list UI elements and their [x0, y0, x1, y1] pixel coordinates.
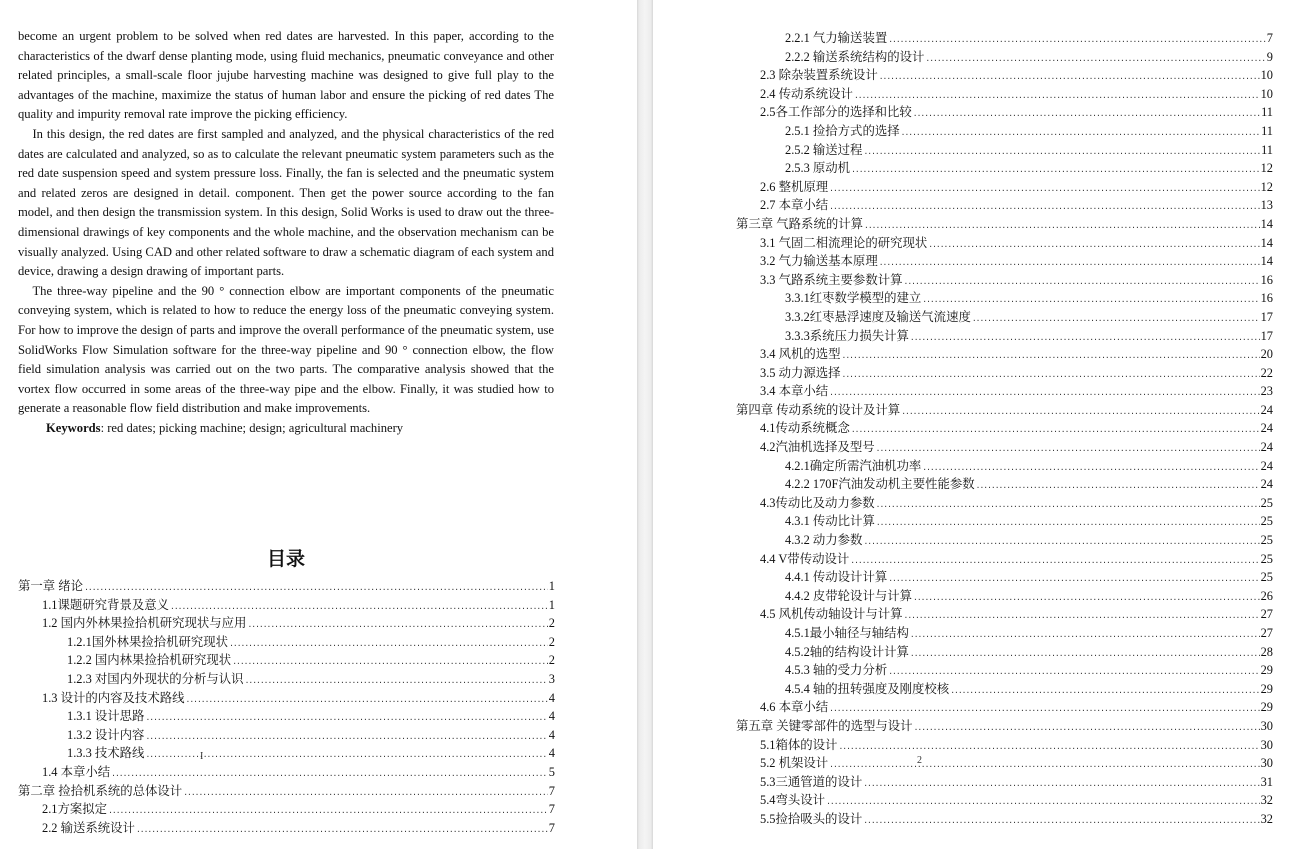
toc-dot-leader: [863, 812, 1259, 831]
toc-entry[interactable]: [736, 587, 1273, 606]
toc-entry[interactable]: [736, 401, 1273, 420]
toc-entry-page: 2: [548, 616, 555, 631]
toc-entry[interactable]: [18, 800, 555, 819]
toc-dot-leader: [826, 793, 1260, 812]
toc-entry[interactable]: [18, 782, 555, 801]
toc-entry[interactable]: [736, 48, 1273, 67]
toc-entry[interactable]: [736, 215, 1273, 234]
toc-entry-title: 4.2.2 170F汽油发动机主要性能参数: [785, 477, 975, 492]
toc-entry[interactable]: [736, 624, 1273, 643]
toc-entry[interactable]: [736, 810, 1273, 829]
toc-entry-page: 30: [1260, 756, 1273, 771]
toc-left-column: [18, 577, 555, 837]
page-number-left: I: [200, 751, 204, 762]
toc-dot-leader: [922, 291, 1259, 310]
toc-entry[interactable]: [736, 29, 1273, 48]
toc-dot-leader: [904, 273, 1260, 292]
toc-dot-leader: [186, 691, 548, 710]
toc-entry-title: 2.2.2 输送系统结构的设计: [785, 49, 925, 64]
toc-entry-title: 1.2.3 对国内外现状的分析与认识: [67, 671, 244, 686]
abstract-paragraph-1: become an urgent problem to be solved when red dates are harvested. In this paper, according to the characteristics of the dwarf dense planting mode, using fluid mechanics, pneumatic conveyance and other related principles, a small-scale floor jujube harvesting machine was designed to give full play to the advantages of the machine, maximize the status of human labor and ensure the picking of red dates The quality and impurity removal rate improve the picking efficiency.: [18, 29, 554, 122]
toc-dot-leader: [879, 254, 1260, 273]
toc-entry-page: 4: [548, 746, 555, 761]
toc-entry-page: 17: [1260, 328, 1273, 343]
toc-entry-title: 3.3.2红枣悬浮速度及输送气流速度: [785, 309, 971, 324]
toc-entry-page: 7: [1266, 31, 1273, 45]
toc-entry-title: 1.4 本章小结: [42, 764, 111, 779]
toc-entry-page: 24: [1260, 421, 1273, 436]
toc-entry-page: 23: [1260, 384, 1273, 399]
toc-dot-leader: [232, 653, 548, 672]
toc-entry-page: 5: [548, 764, 555, 779]
toc-dot-leader: [910, 626, 1260, 645]
toc-entry-page: 1: [548, 579, 555, 593]
toc-entry[interactable]: [18, 614, 555, 633]
toc-dot-leader: [851, 161, 1260, 180]
toc-entry-page: 29: [1260, 681, 1273, 696]
toc-entry-page: 12: [1260, 179, 1273, 194]
toc-entry-title: 5.5捡拾吸头的设计: [760, 811, 863, 826]
toc-dot-leader: [928, 236, 1259, 255]
toc-entry-title: 4.2汽油机选择及型号: [760, 440, 875, 455]
toc-entry[interactable]: [18, 689, 555, 708]
keywords-label: Keywords: [46, 420, 101, 435]
toc-entry-title: 4.3传动比及动力参数: [760, 495, 875, 510]
toc-entry-page: 9: [1266, 49, 1273, 64]
toc-entry-title: 第一章 绪论: [18, 579, 84, 593]
toc-entry-title: 3.4 本章小结: [760, 384, 829, 399]
toc-entry-page: 25: [1260, 533, 1273, 548]
toc-entry-page: 3: [548, 671, 555, 686]
toc-entry-title: 3.3.1红枣数学模型的建立: [785, 291, 922, 306]
toc-entry-page: 11: [1261, 123, 1273, 138]
toc-entry-title: 2.5.2 输送过程: [785, 142, 863, 157]
toc-entry-page: 14: [1260, 235, 1273, 250]
toc-entry[interactable]: [736, 271, 1273, 290]
toc-entry-page: 2: [548, 634, 555, 649]
keywords-text: : red dates; picking machine; design; agricultural machinery: [100, 420, 404, 435]
toc-entry-page: 11: [1261, 142, 1273, 157]
toc-entry-title: 2.4 传动系统设计: [760, 86, 853, 101]
toc-dot-leader: [876, 440, 1260, 459]
toc-entry[interactable]: [18, 726, 555, 745]
toc-dot-leader: [888, 31, 1266, 50]
toc-dot-leader: [838, 738, 1259, 757]
toc-entry-page: 14: [1260, 254, 1273, 269]
toc-dot-leader: [183, 784, 548, 803]
toc-entry[interactable]: [736, 234, 1273, 253]
toc-entry[interactable]: [736, 289, 1273, 308]
toc-entry-title: 1.3 设计的内容及技术路线: [42, 690, 185, 705]
toc-entry-page: 7: [548, 820, 555, 835]
toc-dot-leader: [854, 87, 1260, 106]
toc-dot-leader: [842, 366, 1260, 385]
toc-right-column: [736, 29, 1273, 829]
toc-dot-leader: [901, 403, 1259, 422]
toc-entry-title: 2.1方案拟定: [42, 802, 108, 817]
toc-entry-page: 24: [1260, 402, 1273, 417]
toc-entry-title: 2.2.1 气力输送装置: [785, 31, 888, 45]
toc-entry-title: 5.3三通管道的设计: [760, 774, 863, 789]
toc-entry-title: 4.5.1最小轴径与轴结构: [785, 626, 909, 640]
toc-entry-title: 2.5.3 原动机: [785, 161, 851, 176]
toc-entry-page: 12: [1260, 161, 1273, 176]
toc-entry[interactable]: [736, 438, 1273, 457]
toc-dot-leader: [910, 645, 1260, 664]
toc-entry-page: 7: [548, 802, 555, 817]
toc-entry-title: 5.1箱体的设计: [760, 737, 838, 752]
toc-entry-page: 24: [1260, 440, 1273, 455]
toc-entry-title: 3.3 气路系统主要参数计算: [760, 272, 903, 287]
toc-entry[interactable]: [736, 494, 1273, 513]
toc-entry[interactable]: [736, 754, 1273, 773]
toc-entry-title: 4.5 风机传动轴设计与计算: [760, 607, 903, 622]
document-page-left: [0, 0, 637, 849]
toc-entry-page: 1: [548, 597, 555, 612]
toc-entry-page: 30: [1260, 718, 1273, 733]
toc-entry[interactable]: [736, 252, 1273, 271]
toc-entry-page: 10: [1260, 68, 1273, 83]
toc-entry-page: 4: [548, 727, 555, 742]
toc-entry-title: 5.4弯头设计: [760, 793, 826, 808]
toc-entry-title: 2.5.1 捡拾方式的选择: [785, 123, 900, 138]
toc-dot-leader: [972, 310, 1260, 329]
toc-dot-leader: [863, 775, 1259, 794]
toc-entry-title: 2.3 除杂装置系统设计: [760, 68, 878, 83]
toc-entry[interactable]: [736, 512, 1273, 531]
toc-entry-page: 4: [548, 690, 555, 705]
toc-entry-page: 22: [1260, 365, 1273, 380]
toc-entry-title: 第二章 捡拾机系统的总体设计: [18, 783, 183, 798]
toc-entry-title: 1.2.2 国内林果捡拾机研究现状: [67, 653, 232, 668]
toc-entry[interactable]: [18, 819, 555, 838]
english-abstract: [18, 27, 554, 438]
toc-entry-title: 4.5.3 轴的受力分析: [785, 663, 888, 678]
toc-dot-leader: [245, 672, 548, 691]
toc-entry-title: 3.5 动力源选择: [760, 365, 841, 380]
toc-entry[interactable]: [736, 550, 1273, 569]
toc-entry-title: 1.1课题研究背景及意义: [42, 597, 170, 612]
toc-entry-page: 30: [1260, 737, 1273, 752]
toc-entry[interactable]: [736, 605, 1273, 624]
toc-entry-page: 25: [1260, 495, 1273, 510]
toc-entry-title: 第五章 关键零部件的选型与设计: [736, 718, 913, 733]
toc-dot-leader: [850, 552, 1259, 571]
toc-entry-page: 27: [1260, 626, 1273, 640]
toc-dot-leader: [888, 570, 1259, 589]
toc-entry[interactable]: [736, 196, 1273, 215]
toc-entry[interactable]: [736, 717, 1273, 736]
abstract-paragraph-2: In this design, the red dates are first sampled and analyzed, and the physical characteristics of the red dates are calculated and analyzed, so as to calculate the relevant pneumatic system parameters such as the red date suspension speed and system pressure loss. Finally, the fan is selected and the pneumatic system and related zeros are designed in detail. component. Then get the power source according to the fan model, and then design the transmission system. In this design, Solid Works is used to draw out the three-dimensional drawings of key components and the whole machine, and the observation mechanism can be visually analyzed. Using CAD and other related software to draw a schematic diagram of each system and device, drawing a design drawing of important parts.: [18, 126, 554, 279]
toc-entry[interactable]: [736, 308, 1273, 327]
toc-entry-title: 5.2 机架设计: [760, 756, 829, 771]
toc-entry[interactable]: [18, 651, 555, 670]
toc-entry-title: 2.5各工作部分的选择和比较: [760, 105, 912, 120]
toc-entry-title: 2.6 整机原理: [760, 179, 829, 194]
toc-entry-title: 第三章 气路系统的计算: [736, 216, 864, 231]
toc-entry-title: 3.2 气力输送基本原理: [760, 254, 878, 269]
toc-dot-leader: [145, 709, 547, 728]
toc-dot-leader: [851, 421, 1260, 440]
toc-entry-title: 4.3.2 动力参数: [785, 533, 863, 548]
toc-entry[interactable]: [18, 707, 555, 726]
toc-entry-title: 1.3.2 设计内容: [67, 727, 145, 742]
toc-dot-leader: [876, 496, 1260, 515]
toc-entry-title: 1.2 国内外林果捡拾机研究现状与应用: [42, 616, 247, 631]
toc-dot-leader: [901, 124, 1260, 143]
toc-entry[interactable]: [736, 159, 1273, 178]
toc-dot-leader: [913, 589, 1260, 608]
toc-entry-page: 14: [1260, 216, 1273, 231]
toc-entry-page: 25: [1260, 570, 1273, 585]
toc-entry[interactable]: [736, 773, 1273, 792]
toc-dot-leader: [829, 180, 1259, 199]
toc-dot-leader: [914, 719, 1260, 738]
toc-entry[interactable]: [736, 419, 1273, 438]
toc-dot-leader: [145, 728, 547, 747]
toc-dot-leader: [863, 533, 1259, 552]
toc-entry-page: 10: [1260, 86, 1273, 101]
toc-entry-title: 3.1 气固二相流理论的研究现状: [760, 235, 928, 250]
toc-entry-page: 16: [1260, 272, 1273, 287]
toc-entry[interactable]: [736, 736, 1273, 755]
page-number-right: 2: [917, 755, 922, 766]
toc-dot-leader: [904, 607, 1260, 626]
toc-entry[interactable]: [18, 744, 555, 763]
toc-entry-title: 4.4 V带传动设计: [760, 551, 850, 566]
toc-entry[interactable]: [736, 345, 1273, 364]
toc-entry-page: 27: [1260, 607, 1273, 622]
toc-entry-title: 第四章 传动系统的设计及计算: [736, 402, 901, 417]
toc-entry-title: 2.7 本章小结: [760, 198, 829, 213]
toc-entry[interactable]: [736, 643, 1273, 662]
toc-entry-page: 17: [1260, 309, 1273, 324]
toc-dot-leader: [842, 347, 1260, 366]
toc-dot-leader: [913, 105, 1260, 124]
toc-dot-leader: [876, 514, 1260, 533]
toc-entry-page: 11: [1261, 105, 1273, 120]
toc-dot-leader: [136, 821, 548, 840]
toc-entry-title: 4.5.4 轴的扭转强度及刚度校核: [785, 681, 950, 696]
toc-entry[interactable]: [736, 327, 1273, 346]
toc-entry-page: 32: [1260, 793, 1273, 808]
toc-entry-page: 25: [1260, 514, 1273, 529]
toc-entry-title: 4.5.2轴的结构设计计算: [785, 644, 909, 659]
toc-entry-title: 3.3.3系统压力损失计算: [785, 328, 909, 343]
toc-entry-page: 24: [1260, 477, 1273, 492]
toc-entry[interactable]: [736, 85, 1273, 104]
toc-entry[interactable]: [736, 122, 1273, 141]
toc-entry-page: 2: [548, 653, 555, 668]
toc-entry-title: 4.1传动系统概念: [760, 421, 850, 436]
toc-entry-page: 25: [1260, 551, 1273, 566]
toc-dot-leader: [863, 143, 1260, 162]
toc-entry[interactable]: [736, 141, 1273, 160]
toc-entry-title: 3.4 风机的选型: [760, 347, 841, 362]
toc-entry-title: 4.4.1 传动设计计算: [785, 570, 888, 585]
toc-entry[interactable]: [736, 66, 1273, 85]
toc-entry-page: 32: [1260, 811, 1273, 826]
toc-entry-title: 4.2.1确定所需汽油机功率: [785, 458, 922, 473]
toc-entry-page: 24: [1260, 458, 1273, 473]
toc-entry[interactable]: [18, 670, 555, 689]
toc-dot-leader: [925, 50, 1265, 69]
toc-dot-leader: [829, 756, 1259, 775]
toc-entry[interactable]: [18, 763, 555, 782]
toc-entry[interactable]: [736, 680, 1273, 699]
toc-dot-leader: [145, 746, 547, 765]
toc-entry-title: 4.6 本章小结: [760, 700, 829, 715]
toc-dot-leader: [950, 682, 1259, 701]
toc-entry-title: 1.3.1 设计思路: [67, 709, 145, 724]
toc-entry[interactable]: [18, 633, 555, 652]
toc-dot-leader: [247, 616, 547, 635]
toc-entry-page: 31: [1260, 774, 1273, 789]
toc-entry[interactable]: [736, 475, 1273, 494]
toc-entry-page: 29: [1260, 700, 1273, 715]
toc-entry[interactable]: [736, 457, 1273, 476]
toc-dot-leader: [829, 198, 1259, 217]
page-gutter: [637, 0, 653, 849]
toc-entry-page: 4: [548, 709, 555, 724]
abstract-paragraph-3: The three-way pipeline and the 90 ° connection elbow are important components of the pneumatic conveying system, which is related to how to reduce the energy loss of the pneumatic conveying system. For how to improve the design of parts and improve the overall performance of the pneumatic system, use SolidWorks Flow Simulation software for the three-way pipeline and 90 ° connection elbow, the flow field simulation analysis was carried out on the two parts. The comparative analysis showed that the vortex flow occurred in some areas of the three-way pipe and the elbow. Finally, it was studied how to generate a reasonable flow field distribution and make improvements.: [18, 283, 554, 416]
toc-entry[interactable]: [736, 364, 1273, 383]
toc-dot-leader: [910, 329, 1260, 348]
toc-entry-page: 20: [1260, 347, 1273, 362]
toc-dot-leader: [108, 802, 548, 821]
toc-entry[interactable]: [18, 577, 555, 596]
toc-entry-title: 4.4.2 皮带轮设计与计算: [785, 588, 913, 603]
toc-dot-leader: [229, 635, 548, 654]
toc-entry-title: 1.3.3 技术路线: [67, 746, 145, 761]
toc-entry[interactable]: [736, 178, 1273, 197]
toc-entry[interactable]: [736, 103, 1273, 122]
toc-entry-page: 7: [548, 783, 555, 798]
toc-entry-page: 16: [1260, 291, 1273, 306]
toc-entry[interactable]: [736, 661, 1273, 680]
toc-entry-page: 26: [1260, 588, 1273, 603]
toc-entry[interactable]: [736, 791, 1273, 810]
toc-entry[interactable]: [736, 698, 1273, 717]
toc-entry-title: 4.3.1 传动比计算: [785, 514, 875, 529]
toc-entry[interactable]: [736, 531, 1273, 550]
toc-entry-page: 29: [1260, 663, 1273, 678]
toc-entry[interactable]: [18, 596, 555, 615]
toc-entry-page: 13: [1260, 198, 1273, 213]
toc-dot-leader: [976, 477, 1260, 496]
toc-entry-title: 2.2 输送系统设计: [42, 820, 135, 835]
toc-dot-leader: [879, 68, 1260, 87]
keywords-line: [18, 419, 554, 439]
toc-title: 目录: [266, 548, 305, 570]
toc-entry-page: 28: [1260, 644, 1273, 659]
toc-entry[interactable]: [736, 568, 1273, 587]
toc-entry-title: 1.2.1国外林果捡拾机研究现状: [67, 634, 229, 649]
toc-entry[interactable]: [736, 382, 1273, 401]
